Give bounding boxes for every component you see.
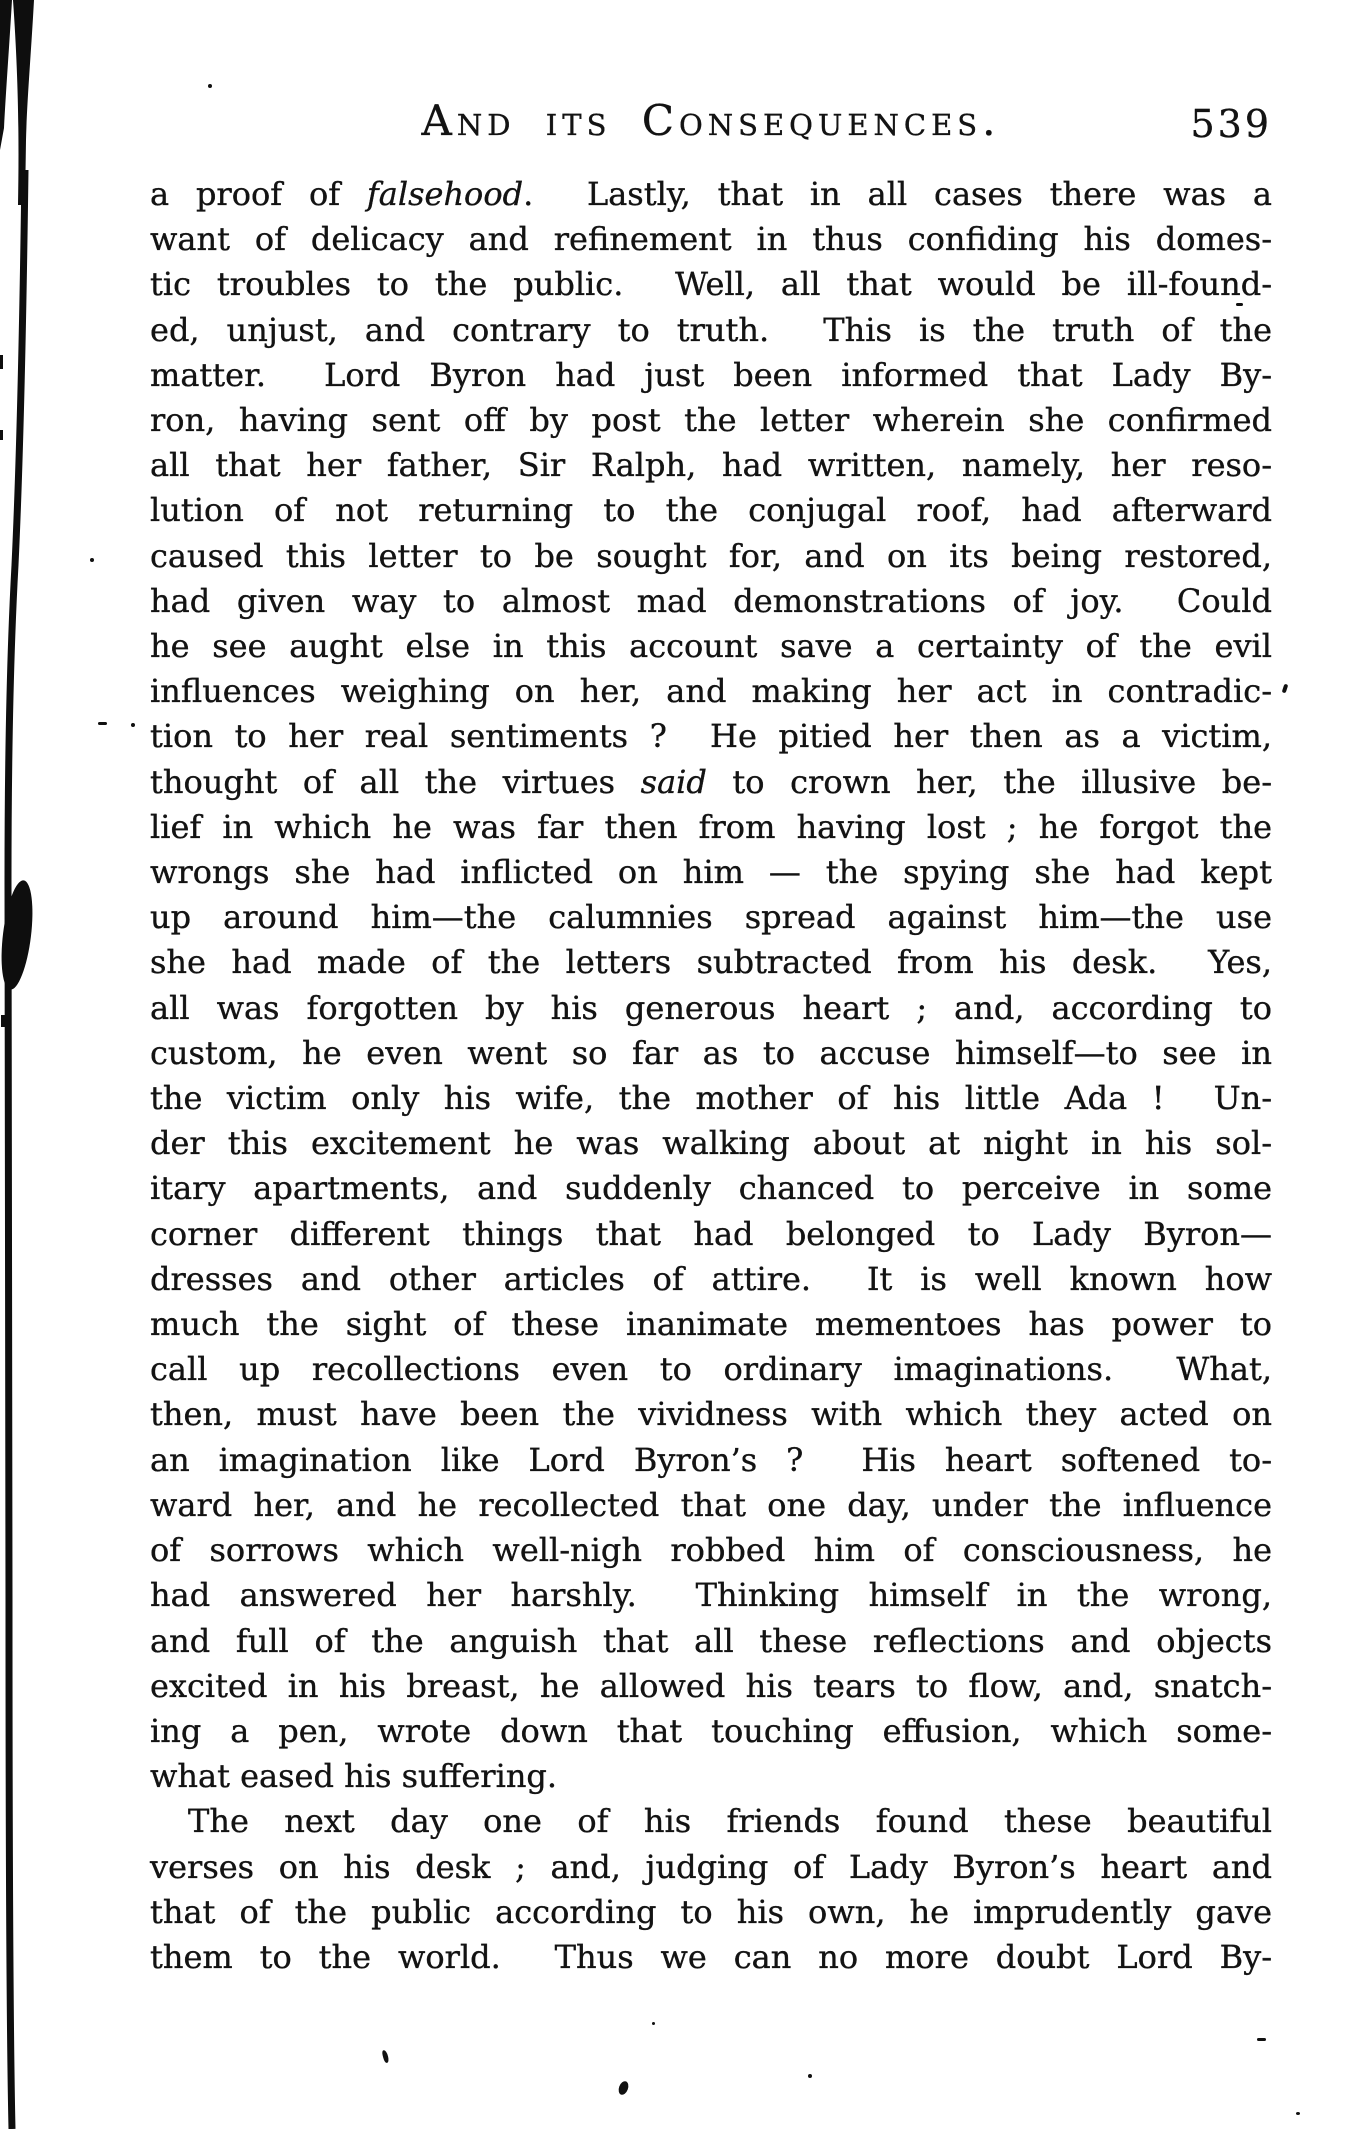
text-segment: excited in his breast, he allowed his tears to flow, and, snatch- xyxy=(150,1666,1272,1705)
scan-speck xyxy=(808,2074,812,2078)
text-line xyxy=(150,1619,1272,1664)
text-segment: custom, he even went so far as to accuse himself—to see in xyxy=(150,1033,1272,1072)
text-segment: der this excitement he was walking about at night in his sol- xyxy=(150,1124,1272,1163)
scan-speck xyxy=(382,2050,390,2064)
text-line xyxy=(150,398,1272,443)
text-line xyxy=(150,488,1272,533)
text-segment: up around him—the calumnies spread against him—the use xyxy=(150,898,1272,937)
text-line xyxy=(150,308,1272,353)
text-line xyxy=(150,1392,1272,1437)
text-segment: of sorrows which well-nigh robbed him of consciousness, he xyxy=(150,1531,1272,1570)
text-segment: them to the world. Thus we can no more doubt Lord By- xyxy=(150,1937,1272,1976)
text-segment: lief in which he was far then from having lost ; he forgot the xyxy=(150,807,1272,846)
text-line xyxy=(150,895,1272,940)
text-segment: and full of the anguish that all these reflections and objects xyxy=(150,1621,1272,1660)
text-segment: ward her, and he recollected that one day, under the influence xyxy=(150,1485,1272,1524)
scan-speck xyxy=(1257,2038,1266,2041)
text-line xyxy=(150,1709,1272,1754)
text-segment: an imagination like Lord Byron’s ? His heart softened to- xyxy=(150,1440,1272,1479)
text-segment: call up recollections even to ordinary imaginations. What, xyxy=(150,1350,1272,1389)
text-line xyxy=(150,850,1272,895)
scan-speck xyxy=(617,2080,630,2096)
text-segment: what eased his suffering. xyxy=(150,1757,558,1796)
text-segment: wrongs she had inflicted on him — the spying she had kept xyxy=(150,853,1272,892)
text-line xyxy=(150,1347,1272,1392)
text-segment: itary apartments, and suddenly chanced to perceive in some xyxy=(150,1169,1272,1208)
text-line xyxy=(150,1890,1272,1935)
text-line xyxy=(150,714,1272,759)
text-line xyxy=(150,624,1272,669)
text-segment: ing a pen, wrote down that touching effusion, which some- xyxy=(150,1711,1272,1750)
text-line xyxy=(150,534,1272,579)
text-segment: thought of all the virtues xyxy=(150,762,641,801)
text-line xyxy=(150,1076,1272,1121)
text-segment: verses on his desk ; and, judging of Lady Byron’s heart and xyxy=(150,1847,1272,1886)
text-segment: the victim only his wife, the mother of his little Ada ! Un- xyxy=(150,1079,1272,1118)
scan-speck xyxy=(652,2022,655,2025)
scan-speck xyxy=(90,558,94,562)
scan-speck xyxy=(1282,684,1289,694)
text-line xyxy=(150,986,1272,1031)
text-segment: a proof of xyxy=(150,175,367,213)
text-line xyxy=(150,805,1272,850)
text-segment: all was forgotten by his generous heart ; and, according to xyxy=(150,988,1272,1027)
text-line xyxy=(150,262,1272,307)
binding-shadow xyxy=(0,0,46,2129)
text-line xyxy=(150,1438,1272,1483)
text-segment: much the sight of these inanimate mementoes has power to xyxy=(150,1305,1272,1344)
text-line xyxy=(150,940,1272,985)
text-line xyxy=(150,1754,1272,1799)
page-number: 539 xyxy=(1190,102,1272,146)
text-segment: that of the public according to his own, he imprudently gave xyxy=(150,1892,1272,1931)
text-segment: influences weighing on her, and making her act in contradic- xyxy=(150,672,1272,711)
text-segment: tic troubles to the public. Well, all that would be ill-found- xyxy=(150,265,1272,304)
scan-speck xyxy=(98,722,107,725)
text-segment: ed, unjust, and contrary to truth. This is the truth of the xyxy=(150,310,1272,349)
text-line xyxy=(150,1212,1272,1257)
text-segment: had given way to almost mad demonstrations of joy. Could xyxy=(150,581,1272,620)
text-segment: then, must have been the vividness with which they acted on xyxy=(150,1395,1272,1434)
text-line xyxy=(150,669,1272,714)
running-header: And its Consequences. xyxy=(421,96,1001,145)
text-segment: dresses and other articles of attire. It is well known how xyxy=(150,1259,1272,1298)
text-segment: The next day one of his friends found these beautiful xyxy=(188,1802,1272,1841)
text-segment: ron, having sent off by post the letter wherein she confirmed xyxy=(150,401,1272,440)
text-line xyxy=(150,353,1272,398)
text-segment: had answered her harshly. Thinking himself in the wrong, xyxy=(150,1576,1272,1615)
text-segment: lution of not returning to the conjugal roof, had afterward xyxy=(150,491,1272,530)
italic-text: falsehood xyxy=(366,175,524,213)
text-line xyxy=(150,443,1272,488)
text-segment: he see aught else in this account save a certainty of the evil xyxy=(150,627,1272,666)
text-line xyxy=(150,1573,1272,1618)
scan-speck xyxy=(131,723,135,727)
text-segment: matter. Lord Byron had just been informed that Lady By- xyxy=(150,355,1272,394)
text-line xyxy=(150,1257,1272,1302)
text-segment: caused this letter to be sought for, and on its being restored, xyxy=(150,536,1272,575)
text-segment: she had made of the letters subtracted from his desk. Yes, xyxy=(150,943,1272,982)
text-line xyxy=(150,1664,1272,1709)
scan-speck xyxy=(1296,2112,1300,2115)
text-line xyxy=(150,760,1272,805)
text-line xyxy=(150,217,1272,262)
text-segment: to crown her, the illusive be- xyxy=(706,762,1273,801)
text-line xyxy=(150,579,1272,624)
text-segment: . Lastly, that in all cases there was a xyxy=(523,175,1272,213)
text-line xyxy=(150,1302,1272,1347)
text-line xyxy=(150,1166,1272,1211)
scan-speck xyxy=(1236,303,1243,306)
text-line xyxy=(150,1935,1272,1980)
text-block xyxy=(150,172,1272,1980)
text-line xyxy=(150,1845,1272,1890)
text-line xyxy=(150,1031,1272,1076)
scan-speck xyxy=(208,84,212,88)
text-segment: all that her father, Sir Ralph, had written, namely, her reso- xyxy=(150,446,1272,485)
text-line xyxy=(150,1483,1272,1528)
text-line xyxy=(150,1528,1272,1573)
text-segment: want of delicacy and refinement in thus confiding his domes- xyxy=(150,220,1272,259)
text-segment: tion to her real sentiments ? He pitied her then as a victim, xyxy=(150,717,1272,756)
text-line xyxy=(150,172,1272,217)
text-segment: corner different things that had belonged to Lady Byron— xyxy=(150,1214,1272,1253)
italic-text: said xyxy=(640,762,707,801)
text-line xyxy=(150,1799,1272,1844)
text-line xyxy=(150,1121,1272,1166)
